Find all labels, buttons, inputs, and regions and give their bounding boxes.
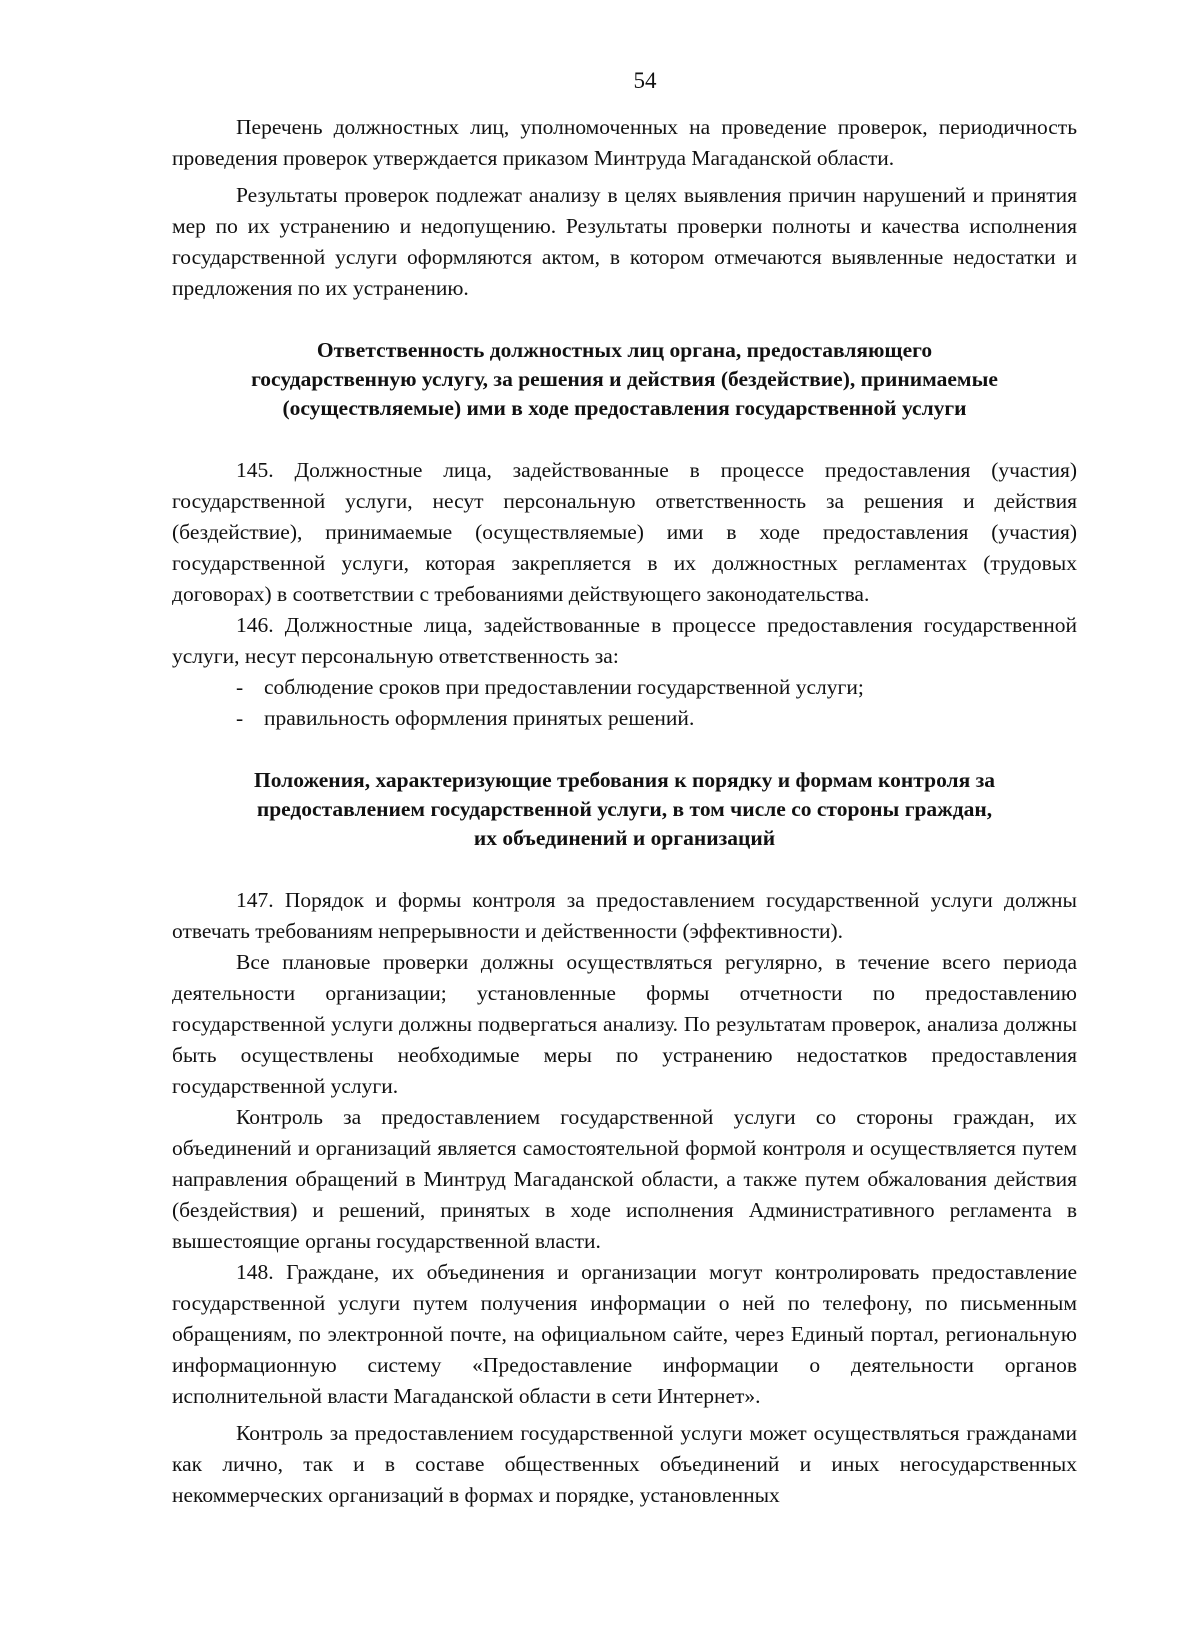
heading-line: предоставлением государственной услуги, в том числе со стороны граждан, [256, 797, 993, 821]
heading-line: государственную услугу, за решения и действия (бездействие), принимаемые [251, 367, 998, 391]
paragraph-inspection-results: Результаты проверок подлежат анализу в целях выявления причин нарушений и принятия мер по их устранению и недопущению. Результаты проверки полноты и качества исполнения государственной услуги оформляются актом, в котором отмечаются выявленные недостатки и предложения по их устранению. [172, 183, 1077, 300]
page-number: 54 [633, 68, 657, 93]
heading-line: Положения, характеризующие требования к порядку и формам контроля за [253, 768, 995, 792]
paragraph-control-by-citizens: Контроль за предоставлением государственной услуги может осуществляться гражданами как лично, так и в составе общественных объединений и иных негосударственных некоммерческих организаций в формах и порядке, установленных [172, 1421, 1077, 1507]
list-item-text: соблюдение сроков при предоставлении государственной услуги; [264, 675, 864, 699]
list-item-text: правильность оформления принятых решений. [264, 706, 695, 730]
paragraph-citizen-control: Контроль за предоставлением государственной услуги со стороны граждан, их объединений и организаций является самостоятельной формой контроля и осуществляется путем направления обращений в Минтруд Магаданской области, а также путем обжалования действия (бездействия) и решений, принятых в ходе исполнения Административного регламента в вышестоящие органы государственной власти. [172, 1105, 1077, 1253]
list-item [172, 703, 1077, 734]
paragraph-146: 146. Должностные лица, задействованные в процессе предоставления государственной услуги, несут персональную ответственность за: [172, 613, 1077, 668]
paragraph-inspectors-list: Перечень должностных лиц, уполномоченных на проведение проверок, периодичность проведения проверок утверждается приказом Минтруда Магаданской области. [172, 115, 1077, 170]
paragraph-145: 145. Должностные лица, задействованные в процессе предоставления (участия) государственной услуги, несут персональную ответственность за решения и действия (бездействие), принимаемые (осуществляемые) ими в ходе предоставления (участия) государственной услуги, которая закрепляется в их должностных регламентах (трудовых договорах) в соответствии с требованиями действующего законодательства. [172, 458, 1077, 606]
section-heading-control-provisions [172, 766, 1077, 853]
heading-line: (осуществляемые) ими в ходе предоставления государственной услуги [282, 396, 967, 420]
bullet-dash: - [236, 675, 244, 699]
heading-line: Ответственность должностных лиц органа, предоставляющего [316, 338, 933, 362]
paragraph-147: 147. Порядок и формы контроля за предоставлением государственной услуги должны отвечать требованиям непрерывности и действенности (эффективности). [172, 888, 1077, 943]
paragraph-planned-inspections: Все плановые проверки должны осуществляться регулярно, в течение всего периода деятельности организации; установленные формы отчетности по предоставлению государственной услуги должны подвергаться анализу. По результатам проверок, анализа должны быть осуществлены необходимые меры по устранению недостатков предоставления государственной услуги. [172, 950, 1077, 1098]
list-item [172, 672, 1077, 703]
document-body [172, 112, 1077, 1511]
paragraph-148: 148. Граждане, их объединения и организации могут контролировать предоставление государственной услуги путем получения информации о ней по телефону, по письменным обращениям, по электронной почте, на официальном сайте, через Единый портал, региональную информационную систему «Предоставление информации о деятельности органов исполнительной власти Магаданской области в сети Интернет». [172, 1260, 1077, 1408]
bullet-dash: - [236, 706, 244, 730]
section-heading-responsibility [172, 336, 1077, 423]
heading-line: их объединений и организаций [473, 826, 776, 850]
